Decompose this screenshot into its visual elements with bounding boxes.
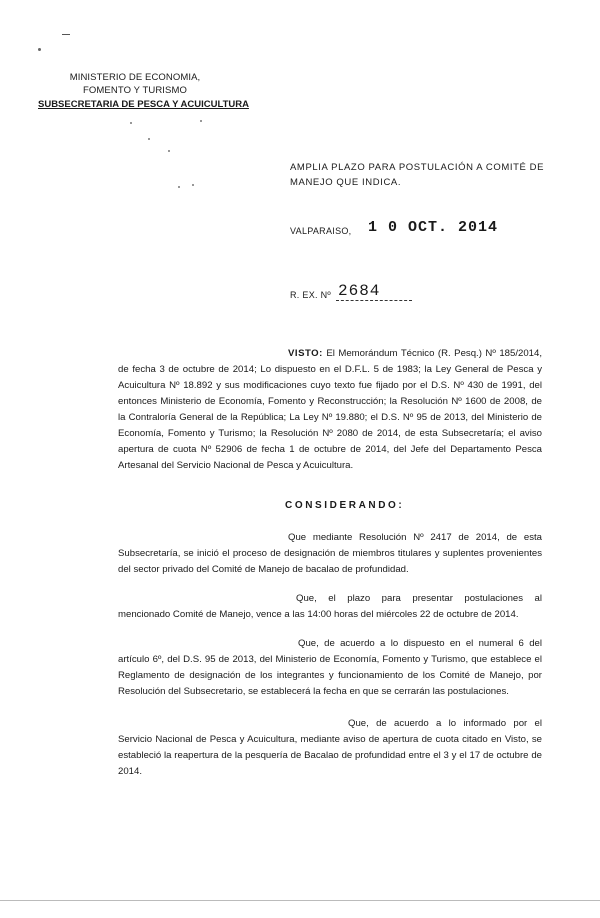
considerando-paragraph-2 [118, 591, 542, 623]
stamp-speck [168, 150, 170, 152]
scan-mark [62, 34, 70, 35]
resolution-label: R. EX. Nº [290, 290, 331, 300]
stamp-speck [192, 184, 194, 186]
visto-label: VISTO: [288, 348, 323, 359]
scan-bottom-edge [0, 900, 600, 901]
resolution-subject: AMPLIA PLAZO PARA POSTULACIÓN A COMITÉ DE MANEJO QUE INDICA. [290, 162, 545, 188]
ministry-name-line2: FOMENTO Y TURISMO [83, 85, 187, 96]
visto-section [118, 346, 542, 474]
visto-text: El Memorándum Técnico (R. Pesq.) Nº 185/2014, de fecha 3 de octubre de 2014; Lo dispuesto en el D.F.L. 5 de 1983; la Ley General de Pesca y Acuicultura Nº 18.892 y sus modificaciones cuyo texto fue fijado por el D.S. Nº 430 de 1991, del entonces Ministerio de Economía, Fomento y Reconstrucción; la Resolución Nº 1600 de 2008, de la Contraloría General de la República; La Ley Nº 19.880; el D.S. Nº 95 de 2013, del Ministerio de Economía, Fomento y Turismo; la Resolución Nº 2080 de 2014, de esta Subsecretaría; el aviso apertura de cuota Nº 52906 de fecha 1 de octubre de 2014, del Jefe del Departamento Pesca Artesanal del Servicio Nacional de Pesca y Acuicultura. [118, 348, 542, 471]
stamp-speck [200, 120, 202, 122]
considerando-text-3: Que, de acuerdo a lo dispuesto en el numeral 6 del artículo 6º, del D.S. 95 de 2013, del Ministerio de Economía, Fomento y Turismo, que establece el Reglamento de designación de los integrantes y funcionamiento de los Comité de Manejo, por Resolución del Subsecretario, se establecerá la fecha en que se cerrarán las postulaciones. [118, 638, 542, 697]
subsecretaria-name: SUBSECRETARIA DE PESCA Y ACUICULTURA [38, 99, 249, 110]
considerando-paragraph-1 [118, 530, 542, 578]
resolution-number: 2684 [336, 282, 412, 301]
scan-mark [38, 48, 41, 51]
considerando-heading: CONSIDERANDO: [285, 500, 405, 511]
considerando-text-4: Que, de acuerdo a lo informado por el Servicio Nacional de Pesca y Acuicultura, mediante aviso de apertura de cuota citado en Visto, se estableció la reapertura de la pesquería de Bacalao de profundidad entre el 3 y el 17 de octubre de 2014. [118, 718, 542, 777]
ministry-name-line1: MINISTERIO DE ECONOMIA, [69, 72, 201, 83]
date-stamp: 1 0 OCT. 2014 [368, 219, 499, 236]
considerando-text-2: Que, el plazo para presentar postulaciones al mencionado Comité de Manejo, vence a las 14:00 horas del miércoles 22 de octubre de 2014. [118, 593, 542, 620]
stamp-speck [148, 138, 150, 140]
considerando-paragraph-3 [118, 636, 542, 700]
considerando-paragraph-4 [118, 716, 542, 780]
place-label: VALPARAISO, [290, 226, 352, 236]
letterhead [38, 72, 260, 110]
stamp-speck [130, 122, 132, 124]
considerando-text-1: Que mediante Resolución Nº 2417 de 2014, de esta Subsecretaría, se inició el proceso de designación de miembros titulares y suplentes provenientes del sector privado del Comité de Manejo de bacalao de profundidad. [118, 532, 542, 575]
stamp-speck [178, 186, 180, 188]
